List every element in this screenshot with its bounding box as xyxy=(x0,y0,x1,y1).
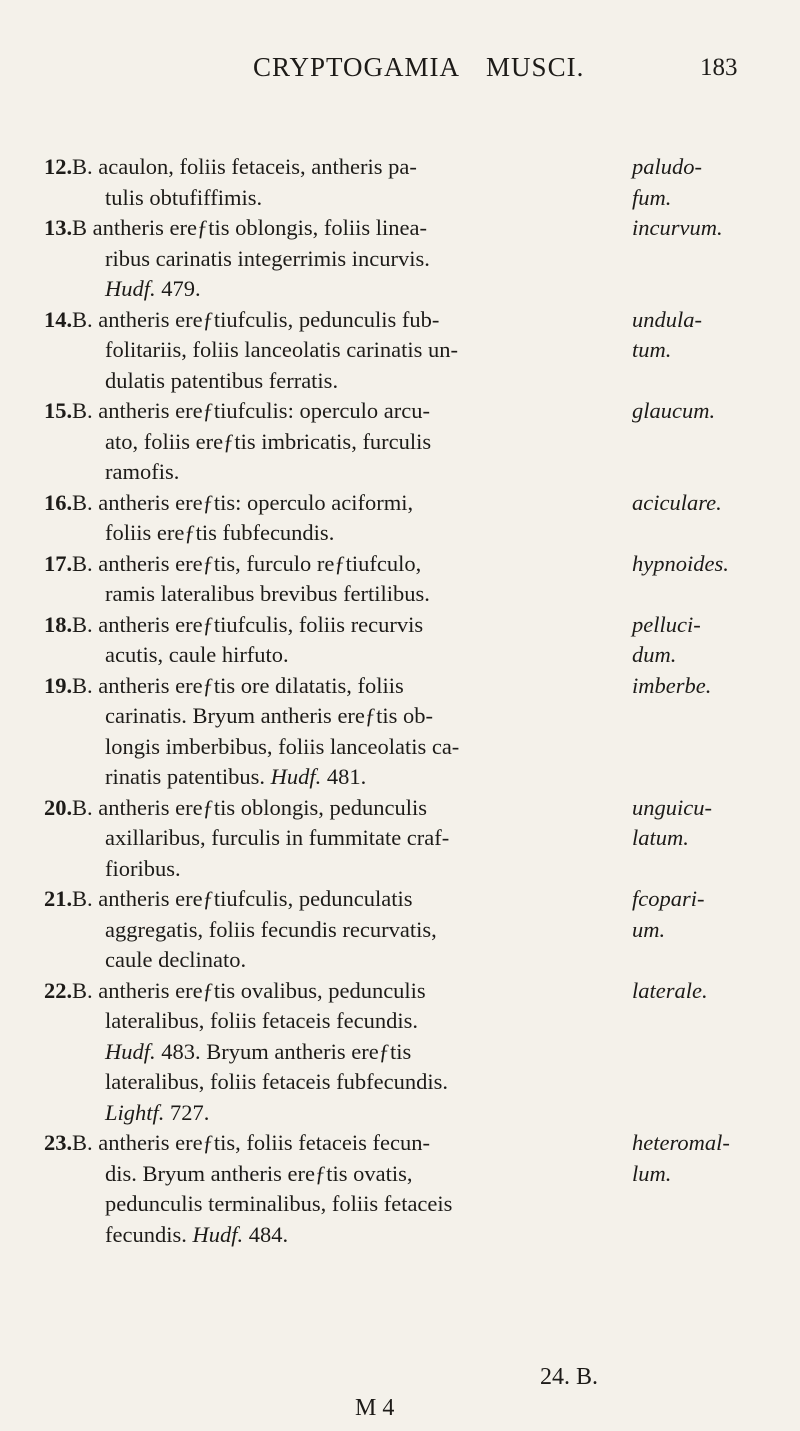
entry-line xyxy=(72,183,736,214)
species-entry xyxy=(44,1128,736,1250)
header-title-right: MUSCI. xyxy=(486,52,585,82)
entry-number: 14. xyxy=(44,306,73,332)
reference-author: Lightf. xyxy=(105,1099,165,1125)
species-epithet: paludo- xyxy=(632,154,702,179)
entry-text: ato, foliis ereƒtis imbricatis, furculis xyxy=(105,428,432,454)
entry-text: ramofis. xyxy=(105,459,180,484)
species-entry xyxy=(44,884,736,976)
entry-line xyxy=(44,1128,736,1159)
entry-number: 17. xyxy=(44,550,73,576)
entry-line xyxy=(44,610,736,641)
species-epithet: lum. xyxy=(632,1160,672,1186)
entry-line xyxy=(72,1098,736,1129)
entry-line xyxy=(72,427,736,458)
species-epithet: um. xyxy=(632,916,666,942)
entry-text: foliis ereƒtis fubfecundis. xyxy=(105,520,335,545)
species-entry xyxy=(44,152,736,213)
entry-line xyxy=(72,640,736,671)
species-entry xyxy=(44,396,736,488)
entry-line xyxy=(72,1067,736,1098)
species-epithet: undula- xyxy=(632,306,702,332)
species-epithet: dum. xyxy=(632,642,677,667)
header-title-left: CRYPTOGAMIA xyxy=(253,52,461,82)
species-epithet: incurvum. xyxy=(632,215,723,240)
species-entry xyxy=(44,793,736,885)
entry-line xyxy=(72,1159,736,1190)
species-epithet: pelluci- xyxy=(632,611,701,637)
entry-line xyxy=(44,884,736,915)
species-epithet: laterale. xyxy=(632,977,708,1003)
species-epithet: unguicu- xyxy=(632,794,712,820)
entry-number: 23. xyxy=(44,1130,73,1155)
entry-text: B. antheris ereƒtis: operculo aciformi, xyxy=(72,489,414,515)
entry-text: caule declinato. xyxy=(105,947,247,972)
entry-text: fioribus. xyxy=(105,855,181,881)
entry-text: B. antheris ereƒtiufculis, pedunculis fub- xyxy=(72,306,440,332)
entry-text: pedunculis terminalibus, foliis fetaceis xyxy=(105,1191,453,1216)
species-epithet: latum. xyxy=(632,825,689,850)
entry-text: ribus carinatis integerrimis incurvis. xyxy=(105,245,430,271)
reference-author: Hudf. xyxy=(192,1221,244,1247)
entry-text: longis imberbibus, foliis lanceolatis ca- xyxy=(105,733,460,759)
species-epithet: imberbe. xyxy=(632,672,712,698)
entry-text: B. antheris ereƒtis, foliis fetaceis fecun- xyxy=(72,1130,430,1155)
running-header xyxy=(253,52,584,83)
entry-number: 22. xyxy=(44,977,73,1003)
reference-author: Hudf. xyxy=(105,276,156,301)
entry-text: ramis lateralibus brevibus fertilibus. xyxy=(105,581,430,606)
signature-mark: M 4 xyxy=(355,1395,395,1421)
entry-line xyxy=(72,274,736,305)
entry-line xyxy=(44,488,736,519)
entry-line xyxy=(72,854,736,885)
species-entry xyxy=(44,549,736,610)
entry-line xyxy=(72,335,736,366)
entry-text: lateralibus, foliis fetaceis fubfecundis. xyxy=(105,1069,449,1094)
species-epithet: hypnoides. xyxy=(632,550,729,576)
reference-detail: 727. xyxy=(164,1099,210,1125)
species-epithet: glaucum. xyxy=(632,398,716,423)
entry-text: rinatis patentibus. xyxy=(105,764,271,789)
entry-line xyxy=(72,915,736,946)
entry-number: 15. xyxy=(44,398,73,423)
entry-text: aggregatis, foliis fecundis recurvatis, xyxy=(105,916,437,942)
reference-author: Hudf. xyxy=(270,764,322,789)
species-entry xyxy=(44,671,736,793)
entry-line xyxy=(72,1006,736,1037)
entry-line xyxy=(44,213,736,244)
entry-line xyxy=(72,762,736,793)
entry-line xyxy=(72,366,736,397)
entry-text: B. antheris ereƒtiufculis: operculo arcu- xyxy=(72,398,430,423)
entry-text: folitariis, foliis lanceolatis carinatis un- xyxy=(105,337,459,362)
entry-line xyxy=(72,244,736,275)
entry-line xyxy=(72,823,736,854)
entry-line xyxy=(72,945,736,976)
entry-text: B. acaulon, foliis fetaceis, antheris pa- xyxy=(72,154,417,179)
catchword: 24. B. xyxy=(540,1364,599,1390)
entry-text: B. antheris ereƒtis oblongis, pedunculis xyxy=(72,794,427,820)
species-epithet: fcopari- xyxy=(632,886,705,911)
entry-line xyxy=(72,579,736,610)
entry-text: acutis, caule hirfuto. xyxy=(105,642,289,667)
species-entry xyxy=(44,488,736,549)
entry-number: 16. xyxy=(44,489,73,515)
entry-line xyxy=(72,518,736,549)
entry-text: carinatis. Bryum antheris ereƒtis ob- xyxy=(105,703,434,728)
entry-line xyxy=(44,549,736,580)
entry-line xyxy=(72,457,736,488)
species-epithet: heteromal- xyxy=(632,1130,730,1155)
page-number: 183 xyxy=(700,54,738,81)
reference-detail: 483. Bryum antheris ereƒtis xyxy=(155,1038,412,1064)
entry-text: lateralibus, foliis fetaceis fecundis. xyxy=(105,1008,419,1033)
entry-number: 19. xyxy=(44,672,73,698)
entry-text: B. antheris ereƒtiufculis, pedunculatis xyxy=(72,886,413,911)
entry-line xyxy=(72,1189,736,1220)
species-entry xyxy=(44,305,736,397)
entry-text: B. antheris ereƒtis ovalibus, pedunculis xyxy=(72,977,426,1003)
species-epithet: tum. xyxy=(632,337,672,362)
entry-text: tulis obtufiffimis. xyxy=(105,184,263,210)
entry-line xyxy=(44,976,736,1007)
entry-text: B. antheris ereƒtis, furculo reƒtiufculo, xyxy=(72,550,422,576)
entry-text: dulatis patentibus ferratis. xyxy=(105,367,339,393)
entry-text: fecundis. xyxy=(105,1221,193,1247)
entry-text: dis. Bryum antheris ereƒtis ovatis, xyxy=(105,1160,413,1186)
entry-line xyxy=(44,793,736,824)
reference-author: Hudf. xyxy=(105,1038,156,1064)
species-entry xyxy=(44,976,736,1129)
entry-text: axillaribus, furculis in fummitate craf- xyxy=(105,825,450,850)
reference-detail: 481. xyxy=(321,764,367,789)
entry-line xyxy=(44,305,736,336)
entry-text: B antheris ereƒtis oblongis, foliis linea- xyxy=(72,215,427,240)
entry-line xyxy=(72,701,736,732)
entry-number: 12. xyxy=(44,154,73,179)
species-list xyxy=(44,152,736,1250)
entry-line xyxy=(72,1037,736,1068)
entry-number: 20. xyxy=(44,794,73,820)
species-entry xyxy=(44,610,736,671)
entry-line xyxy=(72,732,736,763)
entry-line xyxy=(44,396,736,427)
species-epithet: fum. xyxy=(632,184,672,210)
entry-text: B. antheris ereƒtiufculis, foliis recurvis xyxy=(72,611,424,637)
entry-line xyxy=(72,1220,736,1251)
entry-line xyxy=(44,671,736,702)
reference-detail: 479. xyxy=(155,276,201,301)
entry-line xyxy=(44,152,736,183)
species-entry xyxy=(44,213,736,305)
species-epithet: aciculare. xyxy=(632,489,722,515)
entry-text: B. antheris ereƒtis ore dilatatis, foliis xyxy=(72,672,404,698)
entry-number: 18. xyxy=(44,611,73,637)
reference-detail: 484. xyxy=(243,1221,289,1247)
entry-number: 21. xyxy=(44,886,73,911)
entry-number: 13. xyxy=(44,215,73,240)
